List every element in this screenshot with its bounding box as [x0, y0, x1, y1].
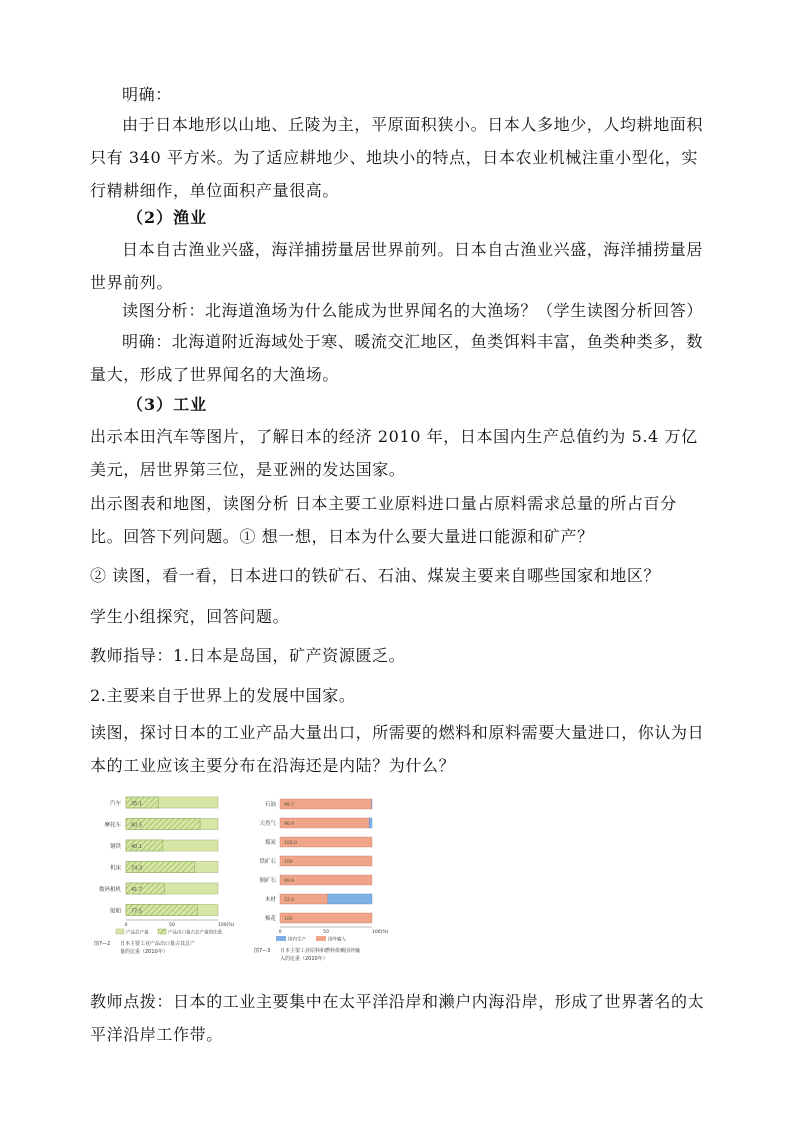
bar-import-6 [280, 913, 372, 923]
caption-line-2: 量的比重（2010年） [120, 949, 168, 955]
legend-label-domestic: 国内生产 [288, 937, 306, 943]
data-label-6: 100 [284, 917, 293, 922]
x-tick-1: 50 [169, 923, 175, 928]
category-label-4: 铜矿石 [259, 878, 276, 884]
x-tick-0: 0 [124, 923, 128, 928]
bar-domestic-1 [369, 818, 372, 828]
heading-industry: （3）工业 [127, 395, 208, 414]
data-label-1: 80.5 [131, 822, 143, 829]
x-tick-0: 0 [278, 930, 282, 935]
legend-label-export: 产品出口量占总产量的比重 [168, 930, 222, 936]
legend-swatch-total [116, 929, 124, 934]
data-label-3: 100 [284, 860, 293, 865]
data-label-2: 40.1 [131, 844, 143, 850]
category-label-3: 铁矿石 [259, 859, 276, 865]
data-label-3: 74.3 [131, 865, 143, 872]
figure-import-dependence-chart [250, 792, 390, 972]
data-label-0: 99.7 [284, 803, 295, 808]
bar-import-3 [280, 856, 372, 866]
legend-label-import: 国外输入 [328, 937, 346, 943]
legend-label-total: 产品总产量 [126, 930, 149, 936]
data-label-5: 77.5 [131, 908, 143, 915]
legend-swatch-domestic [276, 936, 286, 941]
paragraph-map-question: 读图分析：北海道渔场为什么能成为世界闻名的大渔场？（学生读图分析回答） [122, 301, 704, 320]
legend-swatch-import [316, 936, 326, 941]
paragraph-economy: 出示本田汽车等图片，了解日本的经济 2010 年，日本国内生产总值约为 5.4 万亿美元，居世界第三位，是亚洲的发达国家。 [90, 427, 698, 479]
category-label-0: 汽车 [109, 801, 121, 807]
caption-number: 图7—3 [254, 948, 271, 954]
paragraph-coast-question: 读图，探讨日本的工业产品大量出口，所需要的燃料和原料需要大量进口，你认为日本的工业应该主要分布在沿海还是内陆？为什么？ [90, 723, 705, 775]
paragraph-clarify-1: 明确： [122, 85, 172, 104]
category-label-4: 数码相机 [98, 887, 121, 893]
data-label-4: 99.9 [284, 879, 295, 884]
figure-export-share-chart [92, 792, 237, 972]
category-label-2: 钢铁 [109, 844, 121, 850]
paragraph-guidance-2: 2.主要来自于世界上的发展中国家。 [90, 686, 356, 705]
paragraph-guidance-1: 教师指导：1.日本是岛国，矿产资源匮乏。 [90, 646, 406, 665]
category-label-5: 木材 [264, 897, 276, 903]
paragraph-fishery: 日本自古渔业兴盛，海洋捕捞量居世界前列。日本自古渔业兴盛，海洋捕捞量居世界前列。 [90, 240, 704, 292]
category-label-0: 石油 [264, 802, 276, 808]
paragraph-agriculture: 由于日本地形以山地、丘陵为主，平原面积狭小。日本人多地少，人均耕地面积只有 340 平方米。为了适应耕地少、地块小的特点，日本农业机械注重小型化，实行精耕细作，单位面积产量很高。 [90, 115, 704, 200]
bar-domestic-5 [328, 894, 372, 904]
data-label-1: 96.9 [284, 822, 295, 827]
legend-swatch-export [158, 929, 166, 934]
category-label-1: 天然气 [259, 821, 276, 827]
category-label-3: 机床 [109, 865, 121, 872]
paragraph-question-2: ② 读图，看一看，日本进口的铁矿石、石油、煤炭主要来自哪些国家和地区？ [90, 566, 661, 585]
x-tick-2: 100(%) [372, 930, 389, 935]
x-tick-1: 50 [323, 930, 329, 935]
x-tick-2: 100(%) [218, 923, 235, 928]
category-label-2: 煤炭 [264, 840, 276, 846]
data-label-4: 41.7 [131, 887, 143, 893]
caption-line-1: 日本主要工业产品出口量占其总产 [120, 941, 196, 947]
caption-line-2: 入的比重（2010年） [280, 956, 328, 962]
data-label-5: 52.0 [284, 898, 295, 903]
data-label-2: 100.0 [284, 841, 297, 846]
category-label-1: 摩托车 [104, 822, 121, 829]
data-label-0: 35.1 [131, 801, 143, 807]
paragraph-group-work: 学生小组探究，回答问题。 [90, 607, 290, 626]
category-label-6: 棉花 [264, 916, 276, 922]
caption-line-1: 日本主要工业原料和燃料依赖国外输 [280, 948, 361, 954]
paragraph-chart-question: 出示图表和地图，读图分析 日本主要工业原料进口量占原料需求总量的所占百分比。回答下列问题。① 想一想，日本为什么要大量进口能源和矿产？ [90, 494, 677, 546]
caption-number: 图7—2 [94, 941, 111, 947]
heading-fishery: （2）渔业 [127, 208, 208, 227]
paragraph-hokkaido: 明确：北海道附近海域处于寒、暖流交汇地区，鱼类饵料丰富，鱼类种类多，数量大，形成了世界闻名的大渔场。 [90, 332, 704, 384]
paragraph-conclusion: 教师点拨：日本的工业主要集中在太平洋沿岸和濑户内海沿岸，形成了世界著名的太平洋沿岸工作带。 [90, 992, 705, 1044]
category-label-5: 船舶 [109, 908, 121, 915]
